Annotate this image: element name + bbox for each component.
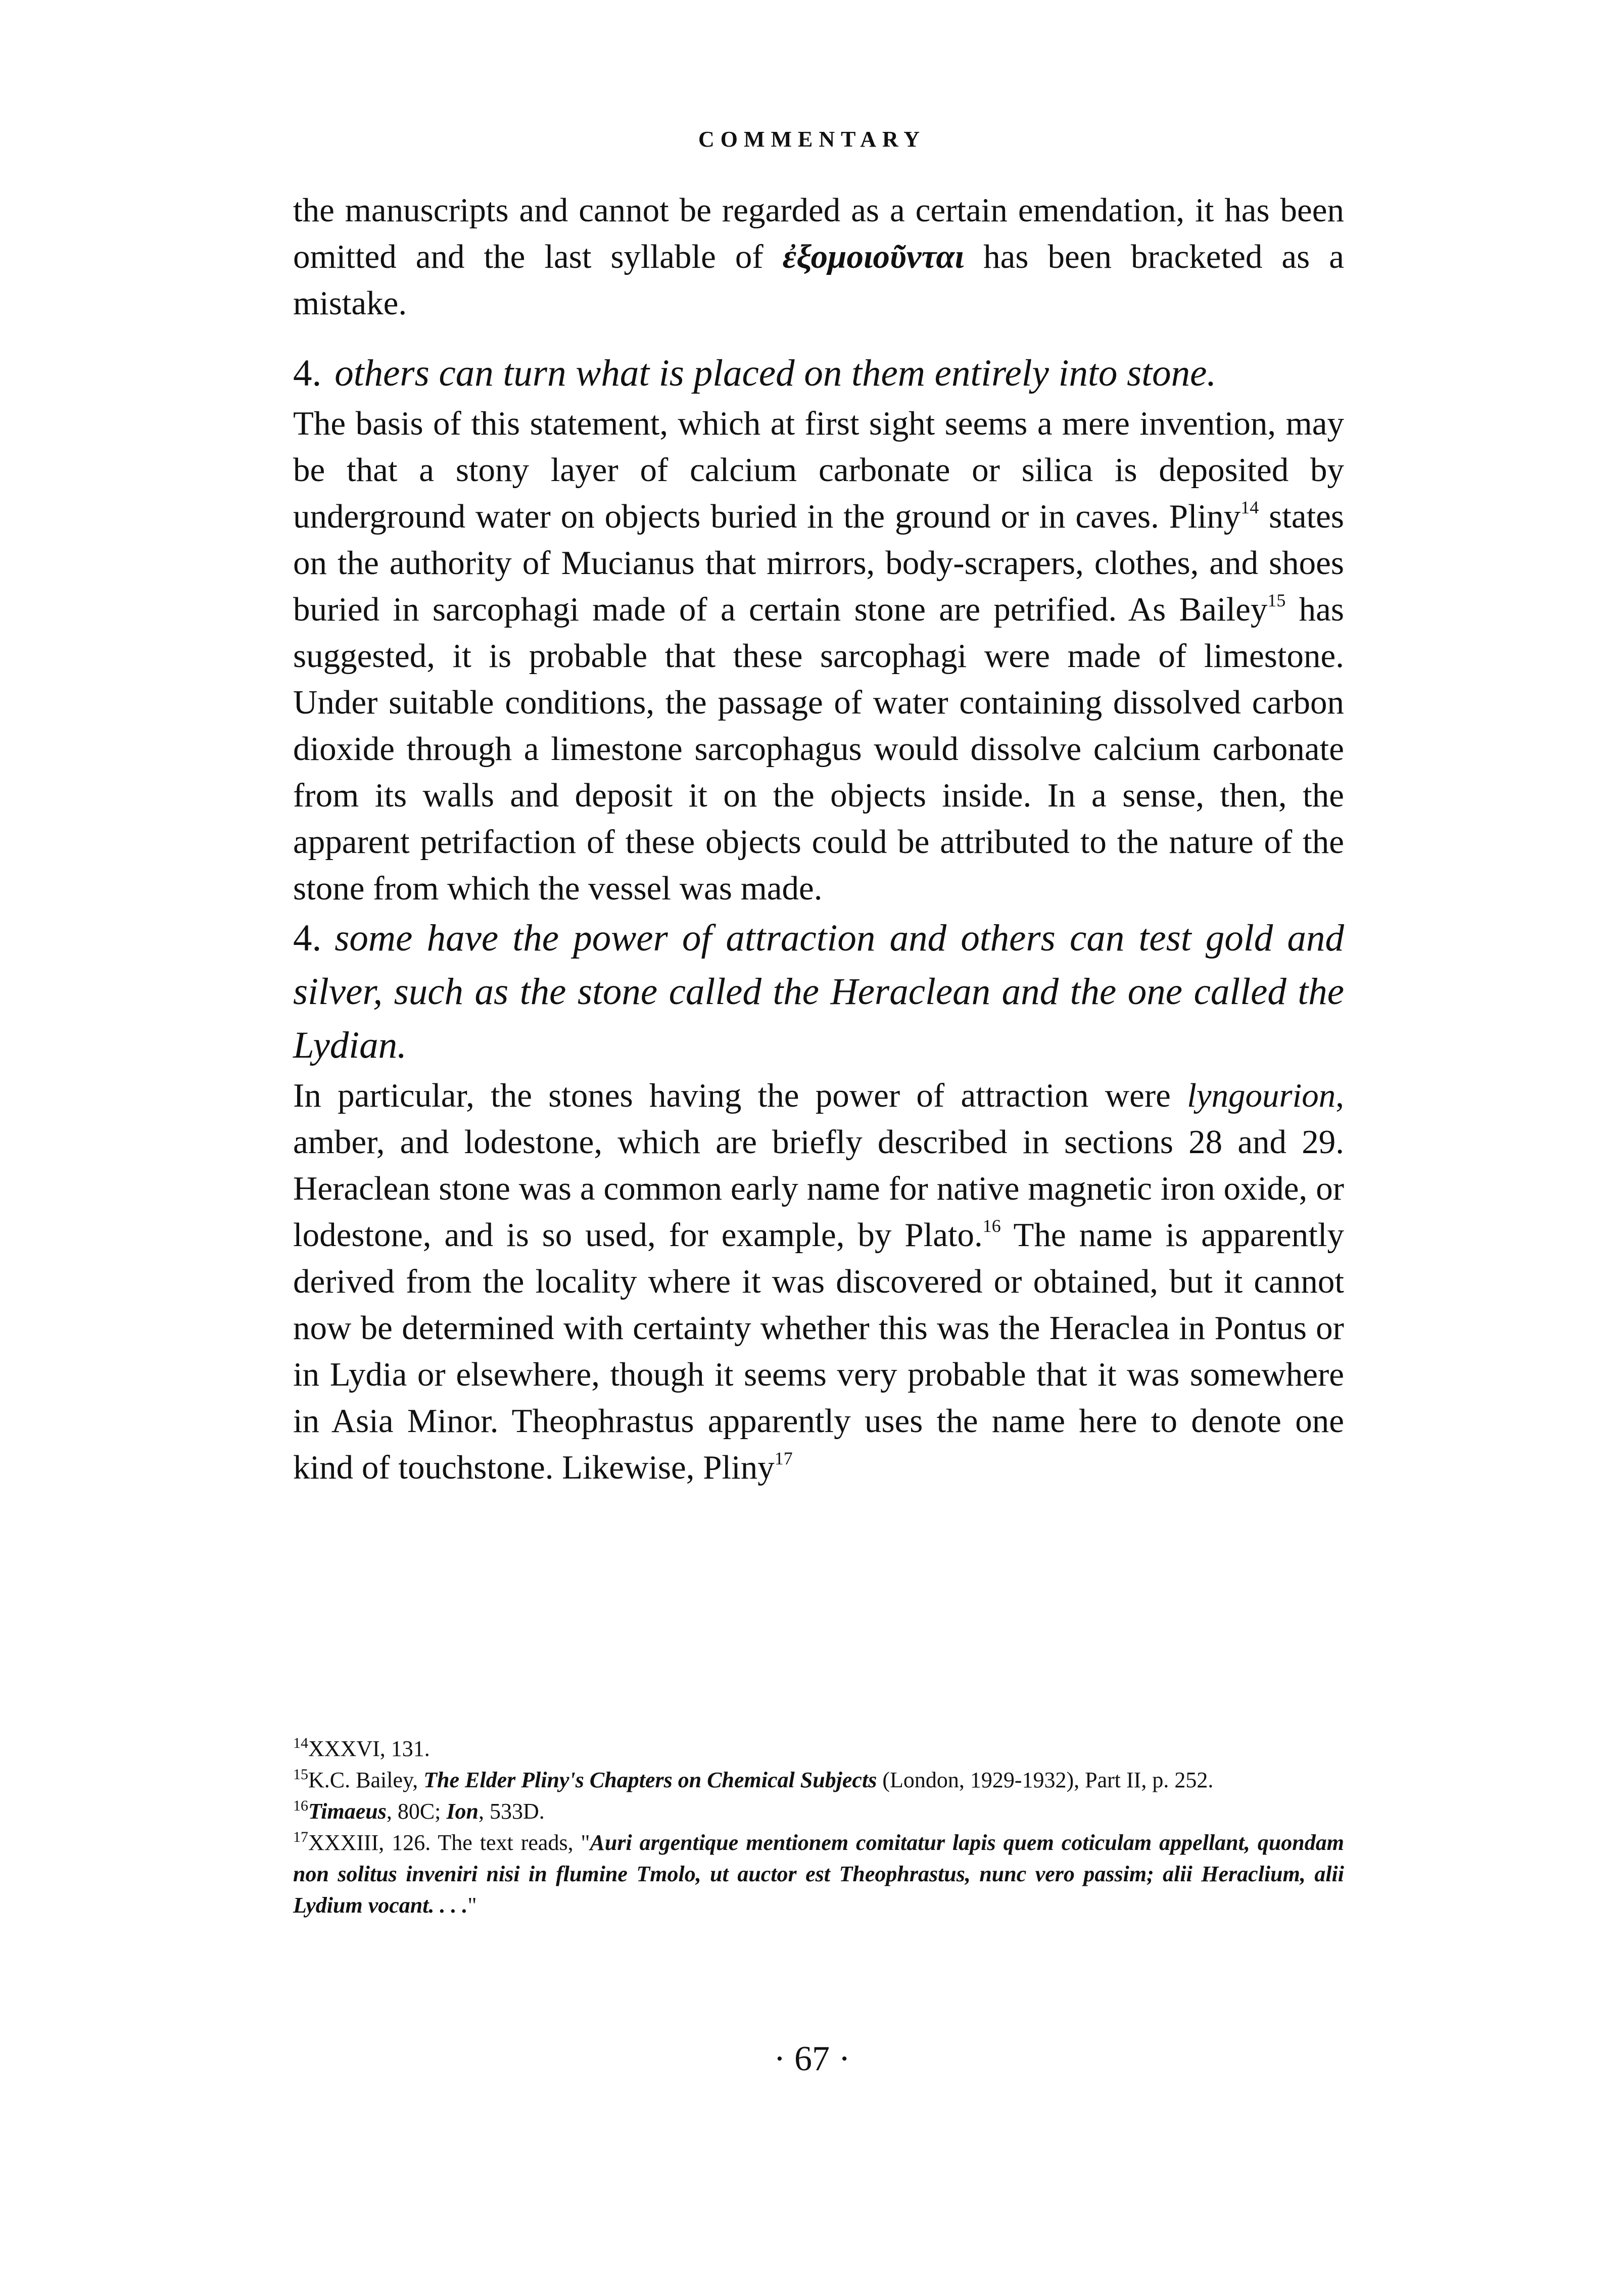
footnote-text: , 533D. [479, 1799, 545, 1824]
footnote-title: Timaeus [308, 1799, 387, 1824]
footnote-number: 15 [293, 1766, 308, 1783]
running-head: COMMENTARY [698, 127, 926, 152]
italic-term: lyngourion [1187, 1077, 1336, 1114]
footnote-text: , 80C; [386, 1799, 447, 1824]
lemma-text: others can turn what is placed on them entirely into stone. [335, 352, 1217, 394]
para-text: The basis of this statement, which at first sight seems a mere invention, may be that a stony layer of calcium carbonate or silica is deposited by underground water on objects buried in the ground or in caves. Pliny [293, 405, 1344, 535]
footnote-text: (London, 1929-1932), Part II, p. 252. [877, 1768, 1214, 1792]
lemma-number: 4. [293, 352, 322, 394]
lemma-number: 4. [293, 917, 322, 959]
lemma-heading-attraction [293, 912, 1344, 1072]
intro-text-b: has been bracketed as a mistake. [293, 238, 1344, 322]
greek-word: ἐξομοιοῦνται [782, 238, 965, 275]
para-text: , amber, and lodestone, which are briefly described in sections 28 and 29. Heraclean stone was a common early name for native magnetic iron oxide, or lodestone, and is so used, for example, by Plato. [293, 1077, 1344, 1254]
footnote-title: The Elder Pliny's Chapters on Chemical Subjects [423, 1768, 877, 1792]
footnote-ref-17: 17 [774, 1448, 793, 1468]
para-text: has suggested, it is probable that these sarcophagi were made of limestone. Under suitable conditions, the passage of water containing dissolved carbon dioxide through a limestone sarcophagus would dissolve calcium carbonate from its walls and deposit it on the objects inside. In a sense, then, the apparent petrifaction of these objects could be attributed to the nature of the stone from which the vessel was made. [293, 591, 1344, 907]
footnote-16 [293, 1796, 1344, 1827]
para-text: In particular, the stones having the power of attraction were [293, 1077, 1187, 1114]
para-text: states on the authority of Mucianus that mirrors, body-scrapers, clothes, and shoes buried in sarcophagi made of a certain stone are petrified. As Bailey [293, 498, 1344, 628]
intro-text-a: the manuscripts and cannot be regarded as a certain emendation, it has been omitted and the last syllable of [293, 192, 1344, 275]
intro-paragraph [293, 187, 1344, 326]
footnote-ref-16: 16 [982, 1216, 1001, 1236]
footnote-17 [293, 1827, 1344, 1921]
footnote-quote: Auri argentique mentionem comitatur lapis quem coticulam appellant, quondam non solitus inveniri nisi in flumine Tmolo, ut auctor est Theophrastus, nunc vero passim; alii Heraclium, alii Lydium vocant. . . . [293, 1830, 1344, 1918]
footnote-text: XXXVI, 131. [308, 1736, 430, 1761]
footnote-number: 16 [293, 1797, 308, 1814]
footnote-ref-15: 15 [1267, 590, 1286, 610]
page-number: · 67 · [774, 2039, 850, 2078]
footnote-14 [293, 1733, 1344, 1765]
footnote-text: " [467, 1893, 477, 1918]
lemma-text: some have the power of attraction and others can test gold and silver, such as the stone called the Heraclean and the one called the Lydian. [293, 917, 1344, 1066]
footnote-text: K.C. Bailey, [308, 1768, 424, 1792]
lemma-heading-petrify [293, 347, 1344, 400]
main-text [293, 187, 1344, 1491]
footnote-text: XXXIII, 126. The text reads, " [308, 1830, 590, 1855]
footnote-title: Ion [446, 1799, 479, 1824]
footnote-ref-14: 14 [1240, 497, 1259, 517]
footnotes [293, 1733, 1344, 1921]
petrifaction-paragraph [293, 400, 1344, 912]
footnote-number: 14 [293, 1735, 308, 1751]
footnote-15 [293, 1765, 1344, 1796]
para-text: The name is apparently derived from the locality where it was discovered or obtained, but it cannot now be determined with certainty whether this was the Heraclea in Pontus or in Lydia or elsewhere, though it seems very probable that it was somewhere in Asia Minor. Theophrastus apparently uses the name here to denote one kind of touchstone. Likewise, Pliny [293, 1216, 1344, 1486]
attraction-paragraph [293, 1072, 1344, 1491]
footnote-number: 17 [293, 1829, 308, 1845]
